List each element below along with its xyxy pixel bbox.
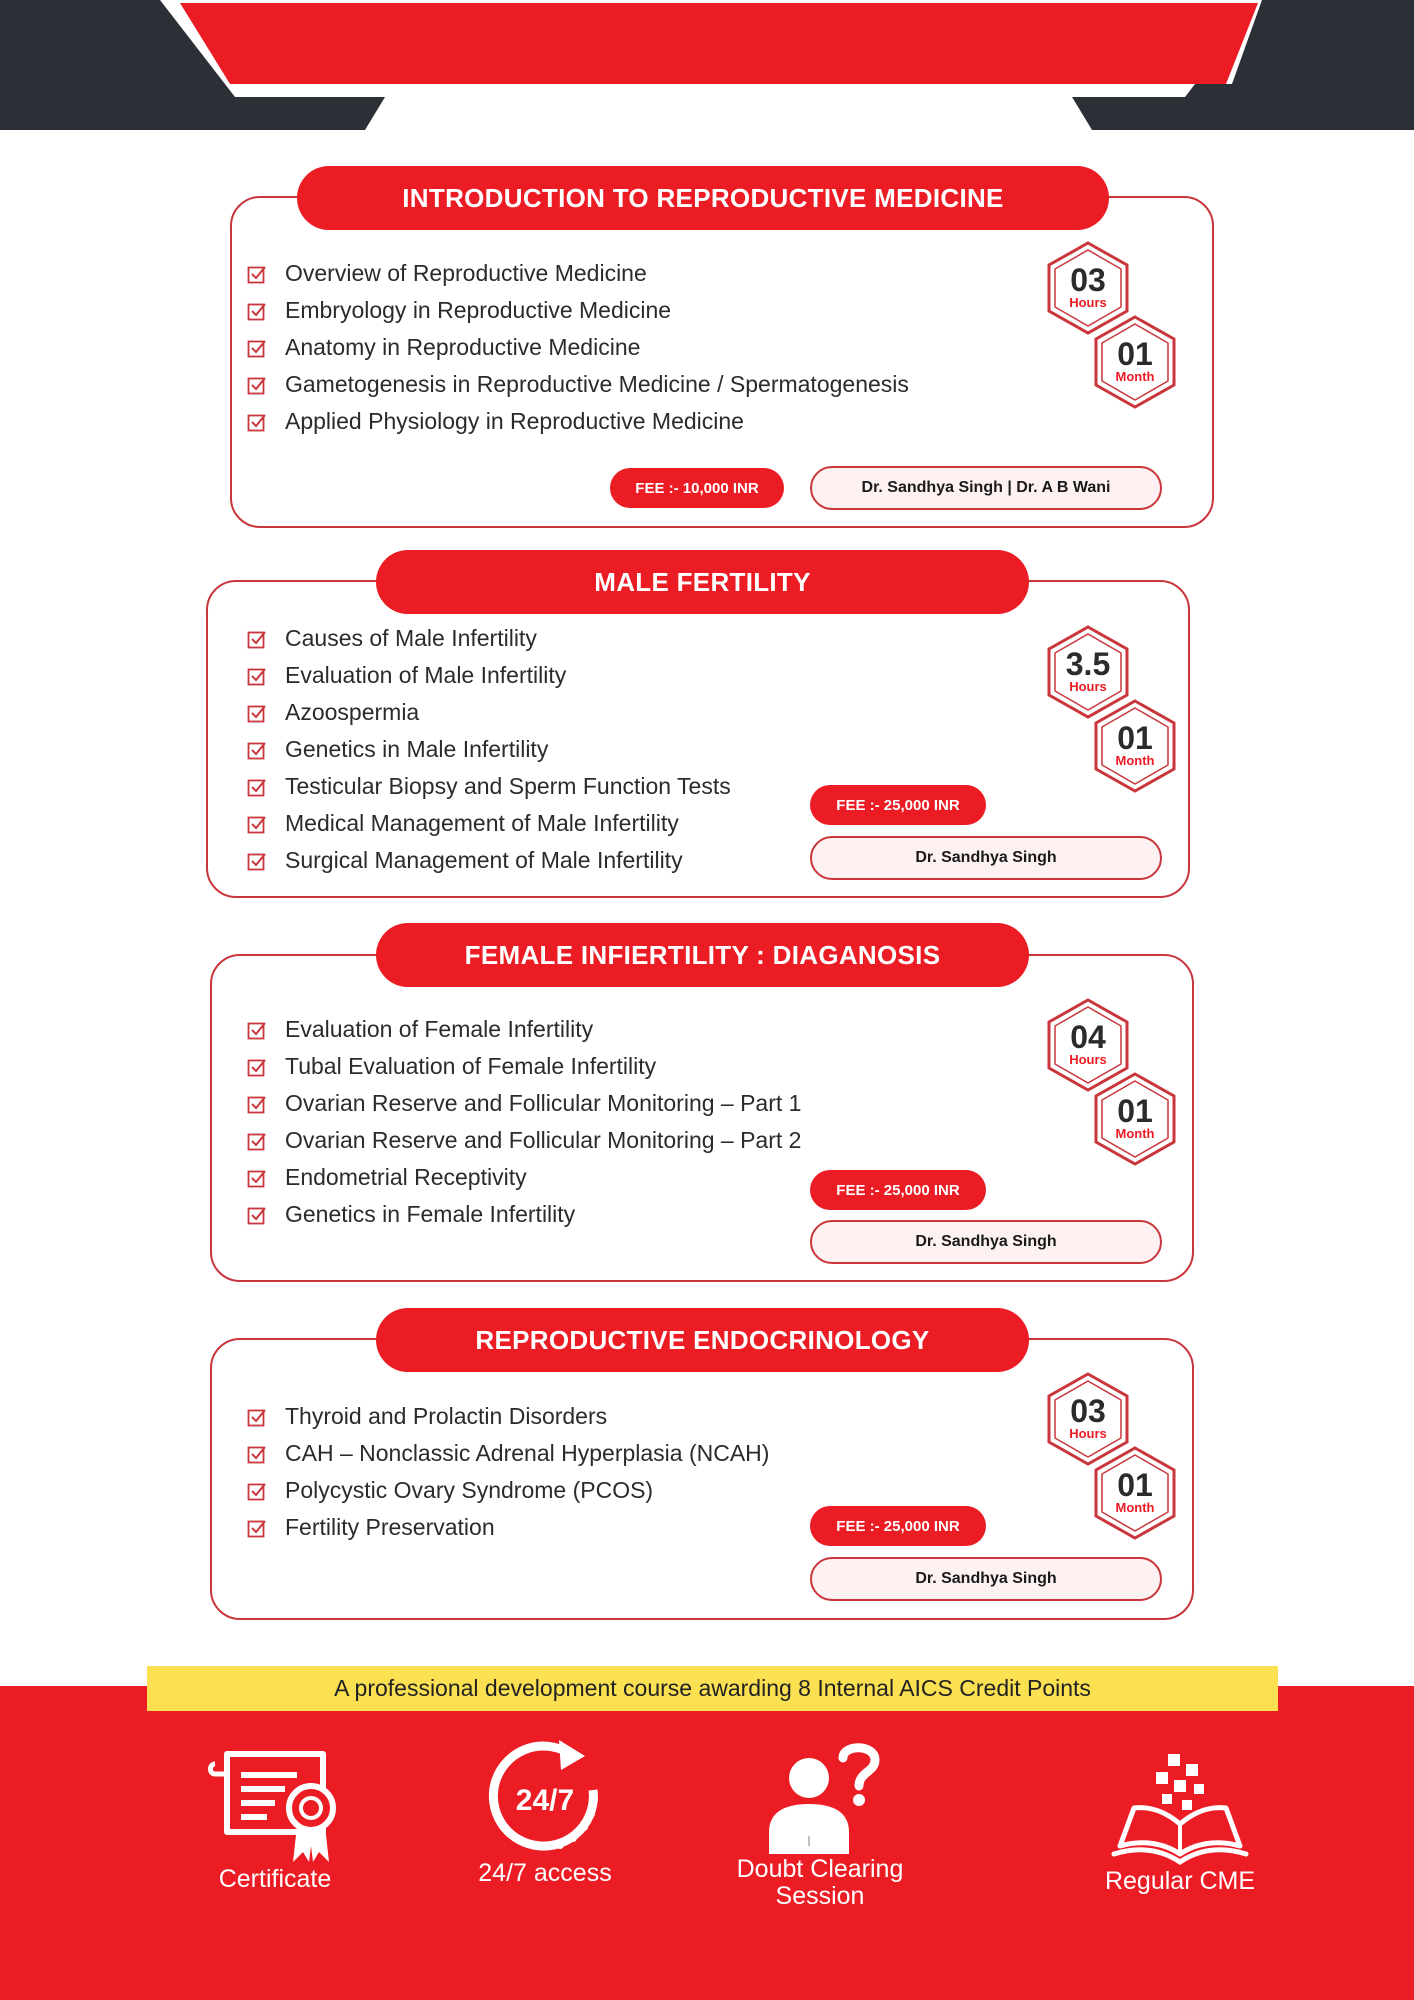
list-item: Testicular Biopsy and Sperm Function Tests xyxy=(247,768,731,805)
checkbox-icon xyxy=(247,814,267,834)
list-item: Ovarian Reserve and Follicular Monitoring – Part 1 xyxy=(247,1085,801,1122)
month-badge: 01 Month xyxy=(1092,1071,1178,1167)
checkbox-icon xyxy=(247,851,267,871)
list-item: CAH – Nonclassic Adrenal Hyperplasia (NCAH) xyxy=(247,1435,769,1472)
book-icon xyxy=(1110,1750,1250,1866)
feature-label: Regular CME xyxy=(1104,1867,1256,1895)
hours-badge: 04 Hours xyxy=(1045,997,1131,1093)
checkbox-icon xyxy=(247,1094,267,1114)
faculty-badge: Dr. Sandhya Singh xyxy=(810,836,1162,880)
course-title: REPRODUCTIVE ENDOCRINOLOGY xyxy=(376,1308,1029,1372)
topic-list xyxy=(247,1398,769,1546)
feature-label: Doubt Clearing xyxy=(736,1855,904,1883)
list-item: Surgical Management of Male Infertility xyxy=(247,842,731,879)
list-item: Anatomy in Reproductive Medicine xyxy=(247,329,909,366)
checkbox-icon xyxy=(247,375,267,395)
list-item: Polycystic Ovary Syndrome (PCOS) xyxy=(247,1472,769,1509)
faculty-badge: Dr. Sandhya Singh xyxy=(810,1557,1162,1601)
feature-label: Session xyxy=(775,1882,865,1910)
list-item: Evaluation of Female Infertility xyxy=(247,1011,801,1048)
feature-regular-cme xyxy=(1090,1750,1270,1895)
faculty-badge: Dr. Sandhya Singh xyxy=(810,1220,1162,1264)
list-item: Embryology in Reproductive Medicine xyxy=(247,292,909,329)
hours-badge: 3.5 Hours xyxy=(1045,624,1131,720)
checkbox-icon xyxy=(247,1020,267,1040)
fee-badge: FEE :- 25,000 INR xyxy=(810,1506,986,1546)
feature-label: 24/7 access xyxy=(478,1859,612,1887)
month-badge: 01 Month xyxy=(1092,698,1178,794)
feature-certificate xyxy=(185,1750,365,1893)
list-item: Thyroid and Prolactin Disorders xyxy=(247,1398,769,1435)
checkbox-icon xyxy=(247,338,267,358)
clock-24-7-icon xyxy=(485,1738,605,1860)
list-item: Overview of Reproductive Medicine xyxy=(247,255,909,292)
hours-badge: 03 Hours xyxy=(1045,1371,1131,1467)
list-item: Genetics in Female Infertility xyxy=(247,1196,801,1233)
topic-list xyxy=(247,1011,801,1233)
list-item: Fertility Preservation xyxy=(247,1509,769,1546)
checkbox-icon xyxy=(247,412,267,432)
month-badge: 01 Month xyxy=(1092,1445,1178,1541)
feature-access xyxy=(455,1738,635,1887)
checkbox-icon xyxy=(247,740,267,760)
fee-badge: FEE :- 10,000 INR xyxy=(610,468,784,508)
list-item: Azoospermia xyxy=(247,694,731,731)
checkbox-icon xyxy=(247,264,267,284)
list-item: Ovarian Reserve and Follicular Monitoring – Part 2 xyxy=(247,1122,801,1159)
list-item: Evaluation of Male Infertility xyxy=(247,657,731,694)
checkbox-icon xyxy=(247,301,267,321)
checkbox-icon xyxy=(247,1168,267,1188)
checkbox-icon xyxy=(247,629,267,649)
credit-banner: A professional development course awarding 8 Internal AICS Credit Points xyxy=(147,1666,1278,1711)
list-item: Genetics in Male Infertility xyxy=(247,731,731,768)
certificate-icon xyxy=(205,1750,345,1864)
topic-list xyxy=(247,620,731,879)
list-item: Endometrial Receptivity xyxy=(247,1159,801,1196)
list-item: Applied Physiology in Reproductive Medicine xyxy=(247,403,909,440)
month-badge: 01 Month xyxy=(1092,314,1178,410)
checkbox-icon xyxy=(247,1518,267,1538)
header-banner xyxy=(0,0,1414,130)
list-item: Gametogenesis in Reproductive Medicine / Spermatogenesis xyxy=(247,366,909,403)
checkbox-icon xyxy=(247,777,267,797)
checkbox-icon xyxy=(247,1481,267,1501)
checkbox-icon xyxy=(247,1444,267,1464)
checkbox-icon xyxy=(247,703,267,723)
hours-badge: 03 Hours xyxy=(1045,240,1131,336)
fee-badge: FEE :- 25,000 INR xyxy=(810,1170,986,1210)
list-item: Tubal Evaluation of Female Infertility xyxy=(247,1048,801,1085)
course-title: MALE FERTILITY xyxy=(376,550,1029,614)
checkbox-icon xyxy=(247,1131,267,1151)
checkbox-icon xyxy=(247,666,267,686)
feature-doubt-clearing xyxy=(700,1742,940,1910)
checkbox-icon xyxy=(247,1407,267,1427)
user-question-icon xyxy=(755,1742,885,1854)
course-title: FEMALE INFIERTILITY : DIAGANOSIS xyxy=(376,923,1029,987)
topic-list xyxy=(247,255,909,440)
checkbox-icon xyxy=(247,1057,267,1077)
list-item: Causes of Male Infertility xyxy=(247,620,731,657)
faculty-badge: Dr. Sandhya Singh | Dr. A B Wani xyxy=(810,466,1162,510)
feature-label: Certificate xyxy=(218,1865,332,1893)
clock-text: 24/7 xyxy=(515,1784,575,1817)
list-item: Medical Management of Male Infertility xyxy=(247,805,731,842)
checkbox-icon xyxy=(247,1205,267,1225)
course-title: INTRODUCTION TO REPRODUCTIVE MEDICINE xyxy=(297,166,1109,230)
fee-badge: FEE :- 25,000 INR xyxy=(810,785,986,825)
